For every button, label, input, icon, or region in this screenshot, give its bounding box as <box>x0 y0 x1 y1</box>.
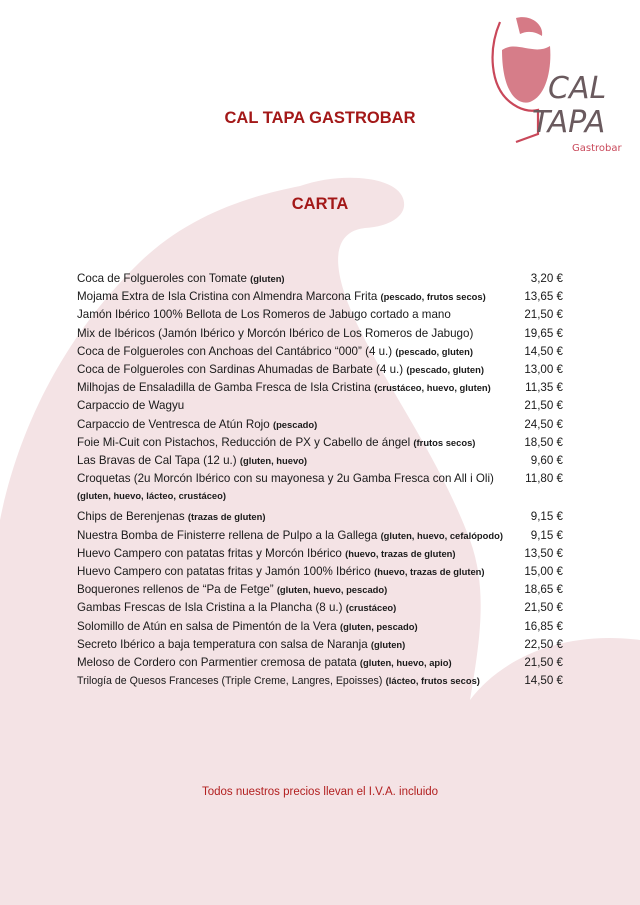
menu-item <box>77 397 563 415</box>
dish-allergens: (gluten, huevo, pescado) <box>276 584 388 596</box>
dish-allergens: (gluten, huevo, apio) <box>359 657 452 669</box>
vat-footnote: Todos nuestros precios llevan el I.V.A. incluido <box>201 786 439 798</box>
menu-item <box>77 545 563 563</box>
dish-allergens: (trazas de gluten) <box>187 511 266 523</box>
dish-price: 9,60 € <box>530 454 563 468</box>
menu-item <box>77 527 563 545</box>
dish-name: Carpaccio de Ventresca de Atún Rojo <box>77 417 270 431</box>
dish-price: 13,65 € <box>524 290 563 304</box>
dish-name: Croquetas (2u Morcón Ibérico con su mayonesa y 2u Gamba Fresca con All i Oli) <box>77 472 494 486</box>
dish-name: Carpaccio de Wagyu <box>77 399 185 413</box>
dish-allergens: (huevo, trazas de gluten) <box>374 566 485 578</box>
dish-allergens: (gluten, huevo, cefalópodo) <box>380 529 503 541</box>
dish-name: Huevo Campero con patatas fritas y Morcón Ibérico <box>77 546 342 560</box>
dish-allergens: (lácteo, frutos secos) <box>385 675 480 687</box>
dish-allergens: (pescado, gluten) <box>395 345 473 357</box>
dish-name: Gambas Frescas de Isla Cristina a la Plancha (8 u.) <box>77 601 343 615</box>
menu-item <box>77 343 563 361</box>
dish-allergens: (pescado, frutos secos) <box>380 291 486 303</box>
menu-item <box>77 508 563 526</box>
dish-price: 22,50 € <box>524 637 563 651</box>
menu-item <box>77 416 563 434</box>
dish-name: Mix de Ibéricos (Jamón Ibérico y Morcón Ibérico de Los Romeros de Jabugo) <box>77 326 474 340</box>
dish-name: Jamón Ibérico 100% Bellota de Los Romeros de Jabugo cortado a mano <box>77 308 451 322</box>
dish-price: 13,50 € <box>524 546 563 560</box>
menu-item <box>77 379 563 397</box>
dish-allergens: (gluten) <box>250 273 285 284</box>
dish-name: Solomillo de Atún en salsa de Pimentón de la Vera <box>77 619 337 633</box>
menu-item <box>77 325 563 343</box>
dish-allergens: (pescado) <box>272 418 318 430</box>
dish-name: Nuestra Bomba de Finisterre rellena de Pulpo a la Gallega <box>77 528 378 542</box>
dish-price: 15,00 € <box>524 565 563 579</box>
dish-allergens: (frutos secos) <box>413 436 476 448</box>
menu-item <box>77 581 563 599</box>
logo-tagline: Gastrobar <box>572 143 622 154</box>
dish-allergens: (gluten, huevo) <box>239 455 308 467</box>
dish-name: Foie Mi-Cuit con Pistachos, Reducción de PX y Cabello de ángel <box>77 435 411 449</box>
menu-list <box>77 270 563 690</box>
dish-name: Huevo Campero con patatas fritas y Jamón 100% Ibérico <box>77 565 371 579</box>
dish-name: Las Bravas de Cal Tapa (12 u.) <box>77 454 237 468</box>
dish-price: 11,35 € <box>525 381 563 395</box>
dish-price: 18,50 € <box>524 435 563 449</box>
dish-price: 18,65 € <box>524 583 563 597</box>
dish-allergens: (gluten, pescado) <box>339 620 418 632</box>
dish-price: 3,20 € <box>530 272 563 285</box>
dish-allergens: (pescado, gluten) <box>406 364 484 376</box>
menu-item <box>77 636 563 654</box>
menu-item <box>77 288 563 306</box>
menu-item <box>77 599 563 617</box>
menu-item <box>77 672 563 690</box>
dish-name: Mojama Extra de Isla Cristina con Almendra Marcona Frita <box>77 290 378 304</box>
dish-price: 24,50 € <box>524 417 563 431</box>
dish-price: 19,65 € <box>524 326 563 340</box>
dish-allergens: (huevo, trazas de gluten) <box>345 547 456 559</box>
dish-allergens: (gluten, huevo, lácteo, crustáceo) <box>77 490 226 502</box>
dish-name: Coca de Folgueroles con Tomate <box>77 272 247 285</box>
menu-item <box>77 618 563 636</box>
dish-name: Chips de Berenjenas <box>77 510 185 524</box>
dish-name: Milhojas de Ensaladilla de Gamba Fresca de Isla Cristina <box>77 381 371 395</box>
dish-price: 13,00 € <box>524 363 563 377</box>
dish-price: 9,15 € <box>530 510 563 524</box>
dish-price: 14,50 € <box>524 344 563 358</box>
dish-price: 21,50 € <box>524 308 563 322</box>
dish-name: Boquerones rellenos de “Pa de Fetge” <box>77 583 274 597</box>
dish-name: Trilogía de Quesos Franceses (Triple Creme, Langres, Epoisses) <box>77 675 383 688</box>
dish-allergens: (crustáceo) <box>345 602 397 614</box>
section-title: CARTA <box>291 195 349 213</box>
menu-item <box>77 361 563 379</box>
dish-name: Coca de Folgueroles con Anchoas del Cantábrico “000” (4 u.) <box>77 344 393 358</box>
menu-item <box>77 270 563 288</box>
dish-name: Coca de Folgueroles con Sardinas Ahumadas de Barbate (4 u.) <box>77 363 404 377</box>
menu-item <box>77 654 563 672</box>
dish-price: 11,80 € <box>525 472 563 486</box>
dish-name: Secreto Ibérico a baja temperatura con salsa de Naranja <box>77 637 368 651</box>
page-title: CAL TAPA GASTROBAR <box>224 109 416 127</box>
menu-item <box>77 434 563 452</box>
dish-price: 16,85 € <box>524 619 563 633</box>
dish-price: 21,50 € <box>524 656 563 670</box>
menu-item <box>77 470 563 504</box>
menu-item <box>77 563 563 581</box>
menu-item <box>77 452 563 470</box>
dish-price: 14,50 € <box>524 674 563 688</box>
dish-name: Meloso de Cordero con Parmentier cremosa de patata <box>77 656 357 670</box>
dish-price: 21,50 € <box>524 399 563 413</box>
logo-text-cal: CAL <box>548 71 607 106</box>
logo-text-tapa: TAPA <box>532 105 606 140</box>
cal-tapa-logo <box>486 10 630 155</box>
menu-item <box>77 306 563 324</box>
dish-price: 9,15 € <box>530 528 563 542</box>
dish-allergens: (gluten) <box>370 638 406 650</box>
dish-price: 21,50 € <box>524 601 563 615</box>
dish-allergens: (crustáceo, huevo, gluten) <box>374 382 491 394</box>
